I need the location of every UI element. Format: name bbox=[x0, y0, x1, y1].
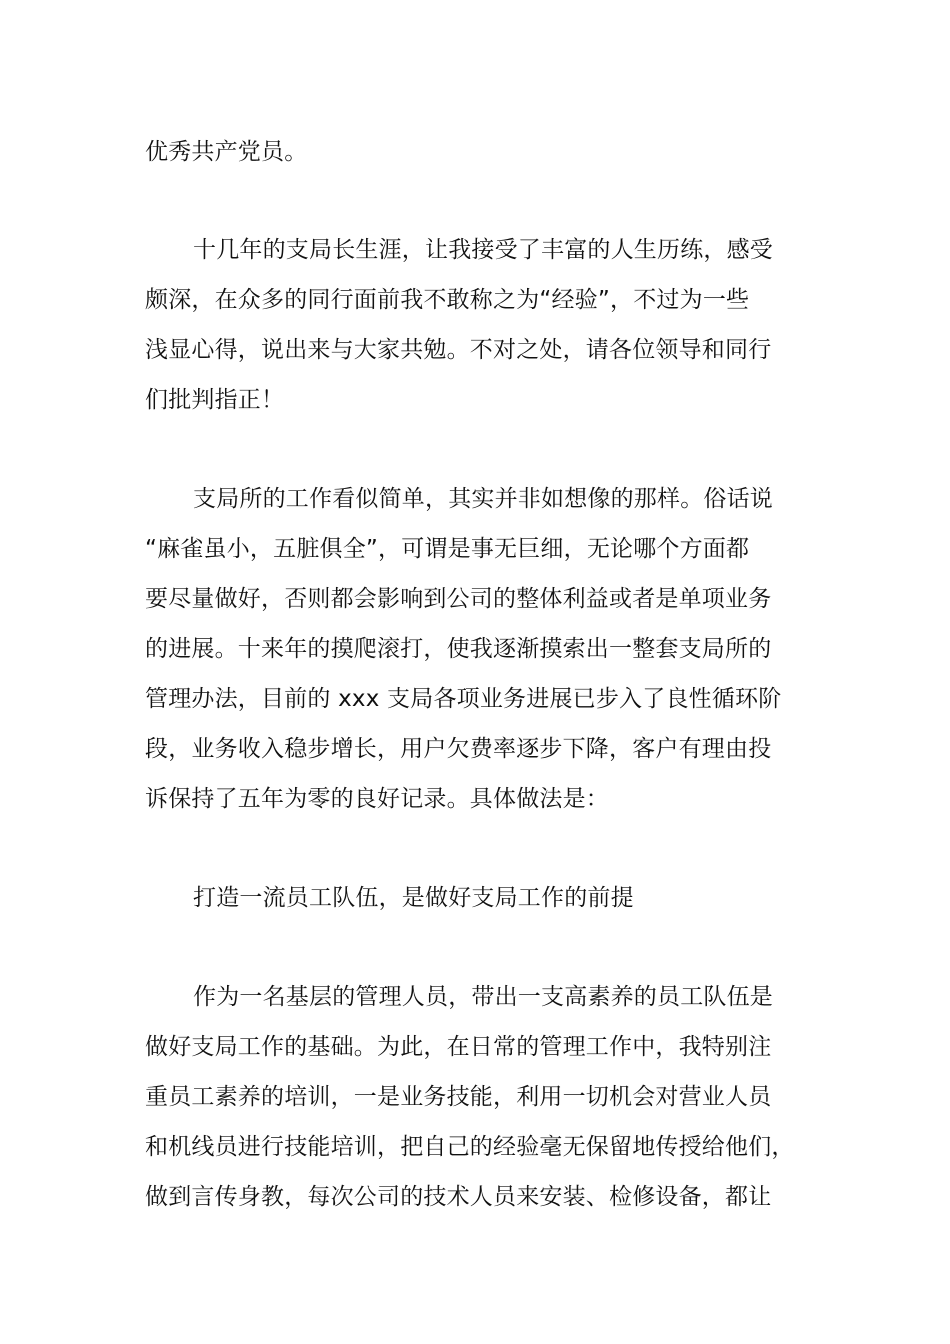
text-line: 作为一名基层的管理人员，带出一支高素养的员工队伍是 bbox=[193, 984, 773, 1010]
text-line: 优秀共产党员。 bbox=[145, 139, 308, 165]
text-line: “麻雀虽小，五脏俱全”，可谓是事无巨细，无论哪个方面都 bbox=[145, 536, 750, 562]
text-line: 们批判指正！ bbox=[145, 387, 285, 413]
text-line: 和机线员进行技能培训，把自己的经验毫无保留地传授给他们， bbox=[145, 1134, 795, 1160]
text-line: 的进展。十来年的摸爬滚打，使我逐渐摸索出一整套支局所的 bbox=[145, 636, 772, 662]
text-line: 管理办法，目前的 xxx 支局各项业务进展已步入了良性循环阶 bbox=[145, 686, 782, 712]
text-line: 要尽量做好，否则都会影响到公司的整体利益或者是单项业务 bbox=[145, 586, 772, 612]
text-line: 十几年的支局长生涯，让我接受了丰富的人生历练，感受 bbox=[193, 237, 773, 263]
section-heading: 打造一流员工队伍，是做好支局工作的前提 bbox=[193, 885, 634, 911]
text-line: 重员工素养的培训，一是业务技能，利用一切机会对营业人员 bbox=[145, 1084, 772, 1110]
text-line: 做到言传身教，每次公司的技术人员来安装、检修设备，都让 bbox=[145, 1184, 772, 1210]
text-line: 浅显心得，说出来与大家共勉。不对之处，请各位领导和同行 bbox=[145, 337, 772, 363]
text-line: 段，业务收入稳步增长，用户欠费率逐步下降，客户有理由投 bbox=[145, 736, 772, 762]
text-line: 诉保持了五年为零的良好记录。具体做法是： bbox=[145, 786, 609, 812]
text-line: 做好支局工作的基础。为此，在日常的管理工作中，我特别注 bbox=[145, 1034, 772, 1060]
text-line: 颇深，在众多的同行面前我不敢称之为“经验”，不过为一些 bbox=[145, 287, 750, 313]
text-line: 支局所的工作看似简单，其实并非如想像的那样。俗话说 bbox=[193, 486, 773, 512]
